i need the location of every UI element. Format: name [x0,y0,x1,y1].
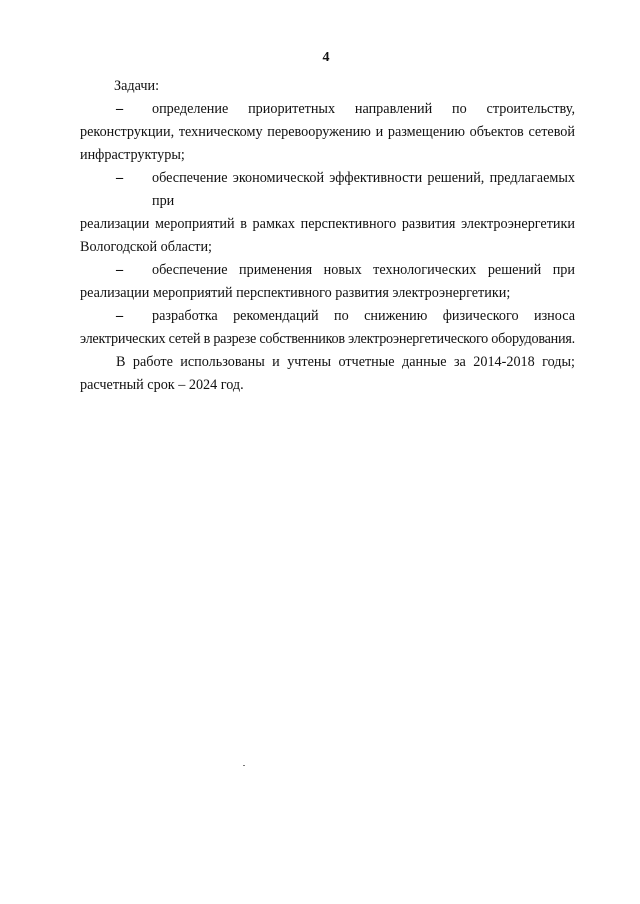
task-line: инфраструктуры; [80,147,185,163]
tasks-heading: Задачи: [114,78,160,94]
task-line: реализации мероприятий перспективного развития электроэнергетики; [80,285,511,301]
task-line: электрических сетей в разрезе собственников электроэнергетического оборудования. [80,331,575,347]
task-line: Вологодской области; [80,239,212,255]
conclusion-line: В работе использованы и учтены отчетные данные за 2014-2018 годы; [116,354,575,370]
task-text-continuation [80,282,575,305]
scan-speck [243,765,245,766]
page-number: 4 [322,50,330,65]
dash-marker: – [116,308,124,324]
task-line: реконструкции, техническому перевооружению и размещению объектов сетевой [80,124,575,140]
task-text-first-line: обеспечение экономической эффективности решений, предлагаемых при [152,170,575,209]
task-item [80,259,575,305]
task-text-continuation [80,213,575,259]
task-line: реализации мероприятий в рамках перспективного развития электроэнергетики [80,216,575,232]
conclusion-paragraph [80,351,575,397]
task-item [80,167,575,259]
task-item [80,305,575,351]
conclusion-line: расчетный срок – 2024 год. [80,377,244,393]
task-text-first-line: определение приоритетных направлений по строительству, [152,101,575,117]
task-item [80,98,575,167]
document-body [80,75,575,397]
task-text-continuation [80,121,575,167]
dash-marker: – [116,262,124,278]
task-text-continuation [80,328,575,351]
dash-marker: – [116,170,124,186]
task-text-first-line: обеспечение применения новых технологических решений при [152,262,575,278]
dash-marker: – [116,101,124,117]
task-text-first-line: разработка рекомендаций по снижению физического износа [152,308,575,324]
